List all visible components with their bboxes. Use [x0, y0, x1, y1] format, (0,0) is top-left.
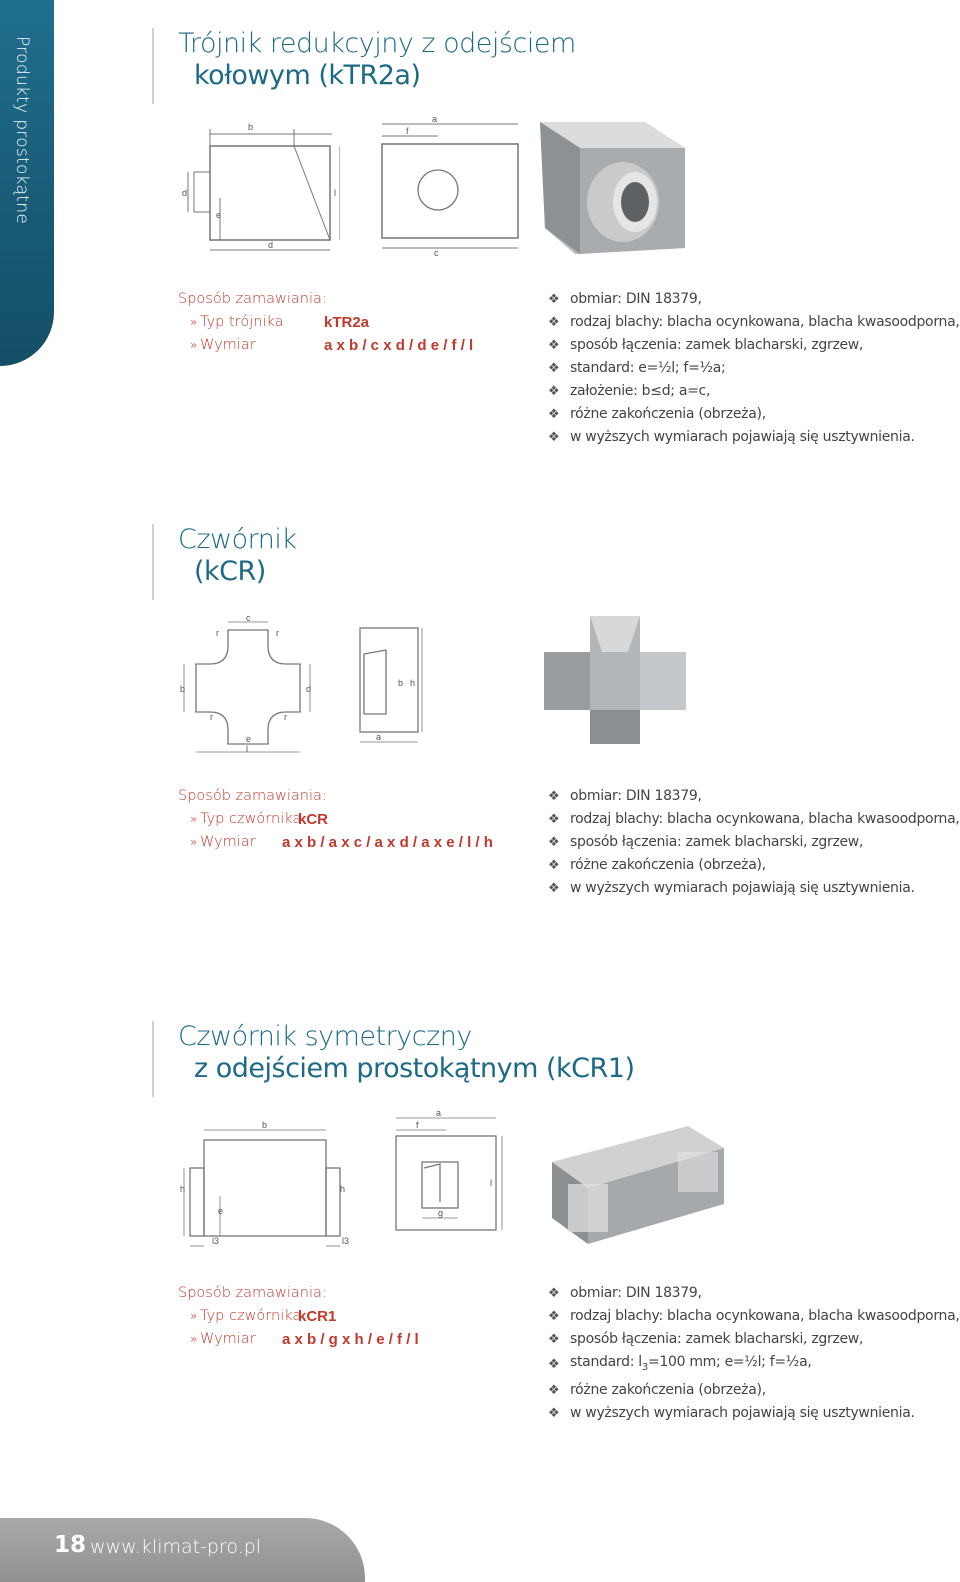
four-diamond-icon: ❖ — [548, 1382, 560, 1398]
four-diamond-icon: ❖ — [548, 1405, 560, 1421]
dim-label: b — [262, 1120, 268, 1130]
section-3-drawing-side — [176, 1118, 356, 1254]
section-2-drawing-side — [356, 624, 426, 748]
spec-item: ❖ sposób łączenia: zamek blacharski, zgrzew, — [548, 1328, 960, 1351]
four-diamond-icon: ❖ — [548, 361, 560, 376]
dim-label: l3 — [342, 1236, 350, 1246]
dim-label: l — [490, 1178, 492, 1188]
dim-label: f — [406, 126, 409, 136]
dim-label: b — [180, 684, 186, 694]
four-diamond-icon: ❖ — [548, 292, 560, 307]
order-type-value: kTR2a — [324, 314, 370, 331]
dim-label: h — [340, 1184, 346, 1194]
order-dim-row: » Wymiar a x b / g x h / e / f / l — [178, 1328, 419, 1351]
four-diamond-icon: ❖ — [548, 835, 560, 850]
side-tab-label: Produkty prostokątne — [12, 36, 32, 225]
dim-label: l — [246, 744, 248, 754]
spec-item: ❖ założenie: b≤d; a=c, — [548, 380, 960, 403]
dim-label: c — [434, 248, 439, 257]
four-diamond-icon: ❖ — [548, 1309, 560, 1324]
spec-item: ❖ w wyższych wymiarach pojawiają się usztywnienia. — [548, 426, 960, 449]
order-type-label: Typ trójnika — [200, 314, 284, 330]
spec-item: ❖ obmiar: DIN 18379, — [548, 1282, 960, 1305]
order-type-row: » Typ czwórnika kCR1 — [178, 1305, 419, 1328]
dim-label: e — [218, 1206, 224, 1216]
section-3-title-line2: z odejściem prostokątnym (kCR1) — [194, 1053, 635, 1084]
spec-item: ❖ standard: $l_3=100$ mm; e=½l; f=½a, — [548, 1351, 960, 1379]
dim-label: r — [284, 712, 287, 722]
dim-label: e — [216, 210, 222, 220]
section-2-drawing-top — [176, 612, 326, 754]
order-title: Sposób zamawiania: — [178, 1285, 327, 1301]
section-1-specs — [548, 288, 960, 449]
section-3-order — [178, 1282, 419, 1351]
spec-item: ❖ rodzaj blachy: blacha ocynkowana, blacha kwasoodporna, — [548, 311, 960, 334]
four-diamond-icon: ❖ — [548, 384, 560, 399]
order-title: Sposób zamawiania: — [178, 291, 327, 307]
four-diamond-icon: ❖ — [548, 1286, 560, 1301]
order-dim-label: Wymiar — [200, 1331, 256, 1347]
dim-label: g — [438, 1208, 444, 1218]
spec-item: ❖ w wyższych wymiarach pojawiają się usztywnienia. — [548, 877, 960, 900]
order-type-value: kCR — [298, 811, 329, 828]
dim-label: a — [432, 114, 438, 124]
order-dim-value: a x b / c x d / d e / f / l — [324, 337, 474, 354]
dim-label: a — [376, 732, 382, 742]
order-dim-row: » Wymiar a x b / c x d / d e / f / l — [178, 334, 473, 357]
dim-label: c — [246, 613, 251, 623]
four-diamond-icon: ❖ — [548, 881, 560, 896]
footer-url[interactable]: www.klimat-pro.pl — [90, 1536, 262, 1558]
dim-label: l3 — [212, 1236, 220, 1246]
dim-label: d — [268, 240, 274, 250]
dim-label: d — [182, 188, 188, 198]
order-type-row: » Typ czwórnika kCR — [178, 808, 493, 831]
spec-item: ❖ w wyższych wymiarach pojawiają się usztywnienia. — [548, 1402, 960, 1425]
order-dim-row: » Wymiar a x b / a x c / a x d / a x e / l / h — [178, 831, 493, 854]
dim-label: b — [248, 122, 254, 132]
dim-label: a — [436, 1108, 442, 1118]
spec-item: ❖ standard: e=½l; f=½a; — [548, 357, 960, 380]
footer — [0, 1518, 365, 1582]
dim-label: b — [398, 678, 404, 688]
dim-label: d — [306, 684, 312, 694]
section-1-title-line1: Trójnik redukcyjny z odejściem — [178, 28, 576, 59]
section-1-title — [152, 28, 576, 104]
spec-item: ❖ rodzaj blachy: blacha ocynkowana, blacha kwasoodporna, — [548, 808, 960, 831]
spec-item: ❖ obmiar: DIN 18379, — [548, 288, 960, 311]
spec-item: ❖ różne zakończenia (obrzeża), — [548, 403, 960, 426]
dim-label: r — [276, 628, 279, 638]
spec-item: ❖ sposób łączenia: zamek blacharski, zgrzew, — [548, 831, 960, 854]
order-title: Sposób zamawiania: — [178, 788, 327, 804]
section-1-product-photo — [535, 118, 690, 263]
order-type-value: kCR1 — [298, 1308, 337, 1325]
section-3-drawing-front — [390, 1106, 510, 1236]
section-2-title-line2: (kCR) — [194, 556, 266, 587]
spec-item: ❖ różne zakończenia (obrzeża), — [548, 1379, 960, 1402]
four-diamond-icon: ❖ — [548, 812, 560, 827]
dim-label: r — [216, 628, 219, 638]
four-diamond-icon: ❖ — [548, 1357, 560, 1373]
order-type-label: Typ czwórnika — [200, 1308, 302, 1324]
dim-label: f — [416, 1120, 419, 1130]
section-1-title-line2: kołowym (kTR2a) — [194, 60, 421, 91]
section-2-product-photo — [540, 612, 690, 757]
section-2-order — [178, 785, 493, 854]
four-diamond-icon: ❖ — [548, 858, 560, 873]
order-dim-label: Wymiar — [200, 834, 256, 850]
four-diamond-icon: ❖ — [548, 407, 560, 422]
dim-label: r — [210, 712, 213, 722]
section-1-drawing-front — [378, 112, 528, 257]
page-number: 18 — [54, 1532, 87, 1558]
order-type-label: Typ czwórnika — [200, 811, 302, 827]
spec-item: ❖ obmiar: DIN 18379, — [548, 785, 960, 808]
four-diamond-icon: ❖ — [548, 430, 560, 445]
order-type-row: » Typ trójnika kTR2a — [178, 311, 473, 334]
four-diamond-icon: ❖ — [548, 789, 560, 804]
four-diamond-icon: ❖ — [548, 1332, 560, 1347]
four-diamond-icon: ❖ — [548, 338, 560, 353]
section-2-title-line1: Czwórnik — [178, 524, 297, 555]
spec-item: ❖ rodzaj blachy: blacha ocynkowana, blacha kwasoodporna, — [548, 1305, 960, 1328]
four-diamond-icon: ❖ — [548, 315, 560, 330]
spec-item: ❖ sposób łączenia: zamek blacharski, zgrzew, — [548, 334, 960, 357]
dim-label: h — [410, 678, 416, 688]
section-2-specs — [548, 785, 960, 900]
side-tab — [0, 0, 54, 366]
dim-label: e — [246, 734, 252, 744]
section-3-title — [152, 1021, 635, 1097]
section-3-product-photo — [548, 1122, 728, 1257]
section-3-specs — [548, 1282, 960, 1425]
section-3-title-line1: Czwórnik symetryczny — [178, 1021, 472, 1052]
order-dim-value: a x b / g x h / e / f / l — [282, 1331, 419, 1348]
dim-label: l — [334, 188, 336, 198]
order-dim-label: Wymiar — [200, 337, 256, 353]
order-dim-value: a x b / a x c / a x d / a x e / l / h — [282, 834, 493, 851]
dim-label: h — [180, 1184, 186, 1194]
section-2-title — [152, 524, 297, 600]
spec-item: ❖ różne zakończenia (obrzeża), — [548, 854, 960, 877]
section-1-drawing-side — [180, 118, 340, 258]
section-1-order — [178, 288, 473, 357]
